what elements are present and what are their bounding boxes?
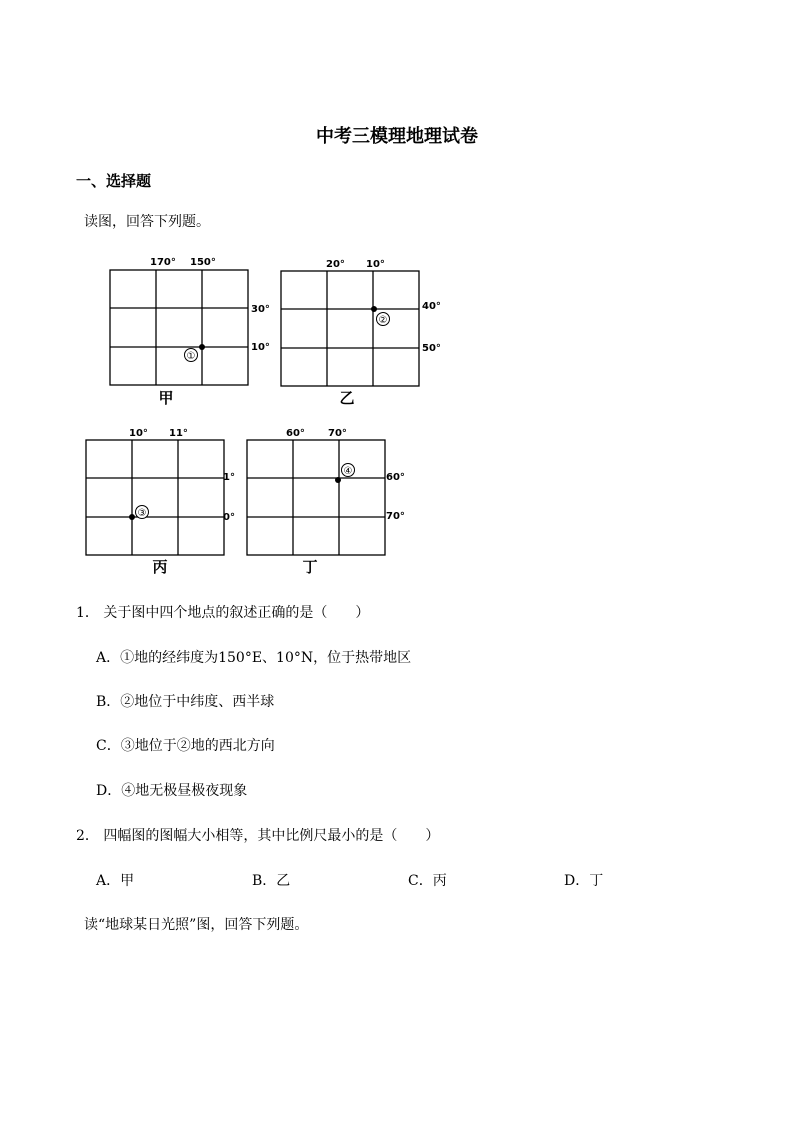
map-bing-point-dot [129,514,135,520]
map-ding-point-label: ④ [343,466,353,477]
map-ding-caption: 丁 [302,558,318,576]
question-1-option-b[interactable]: B．②地位于中纬度、西半球 [96,694,275,710]
question-2-option-a[interactable]: A．甲 [96,873,135,889]
map-yi-side-label: 40° [422,301,441,312]
map-ding [247,428,405,576]
map-bing-top-label: 10° [129,428,148,439]
map-yi-top-label: 20° [326,259,345,270]
section-heading: 一、选择题 [76,172,152,190]
question-2-option-c[interactable]: C．丙 [408,873,447,889]
map-jia-point-dot [199,344,205,350]
map-jia-caption: 甲 [158,389,174,407]
map-jia-side-label: 30° [251,304,270,315]
map-yi-point-dot [371,306,377,312]
map-bing-side-label: 0° [223,512,235,523]
question-2-option-b[interactable]: B．乙 [252,873,291,889]
map-jia-side-label: 10° [251,342,270,353]
question-1-option-a[interactable]: A．①地的经纬度为150°E、10°N，位于热带地区 [96,650,412,666]
map-yi-top-label: 10° [366,259,385,270]
map-yi-caption: 乙 [339,389,355,407]
question-1-stem: 1． 关于图中四个地点的叙述正确的是（ ） [76,605,370,621]
map-bing [86,428,235,576]
question-2-stem: 2． 四幅图的图幅大小相等，其中比例尺最小的是（ ） [76,828,440,844]
map-bing-top-label: 11° [169,428,188,439]
map-ding-top-label: 60° [286,428,305,439]
map-jia-top-label: 150° [190,257,216,268]
map-ding-side-label: 70° [386,511,405,522]
map-bing-point-label: ③ [137,508,147,519]
question-2-option-d[interactable]: D．丁 [564,873,604,889]
map-ding-side-label: 60° [386,472,405,483]
lat-lon-grid-figure [80,250,450,580]
intro-text-2: 读“地球某日光照”图，回答下列题。 [84,917,309,933]
map-ding-top-label: 70° [328,428,347,439]
intro-text: 读图，回答下列题。 [84,214,210,230]
map-bing-caption: 丙 [152,558,168,576]
map-yi-side-label: 50° [422,343,441,354]
map-yi [281,259,441,407]
map-yi-point-label: ② [378,315,388,326]
map-jia-top-label: 170° [150,257,176,268]
map-jia [110,257,270,407]
map-bing-side-label: 1° [223,472,235,483]
question-1-option-d[interactable]: D．④地无极昼极夜现象 [96,783,248,799]
map-ding-point-dot [335,477,341,483]
question-1-option-c[interactable]: C．③地位于②地的西北方向 [96,738,275,754]
page-title: 中考三模理地理试卷 [316,126,478,147]
question-2-options [96,870,720,890]
map-jia-point-label: ① [186,351,196,362]
